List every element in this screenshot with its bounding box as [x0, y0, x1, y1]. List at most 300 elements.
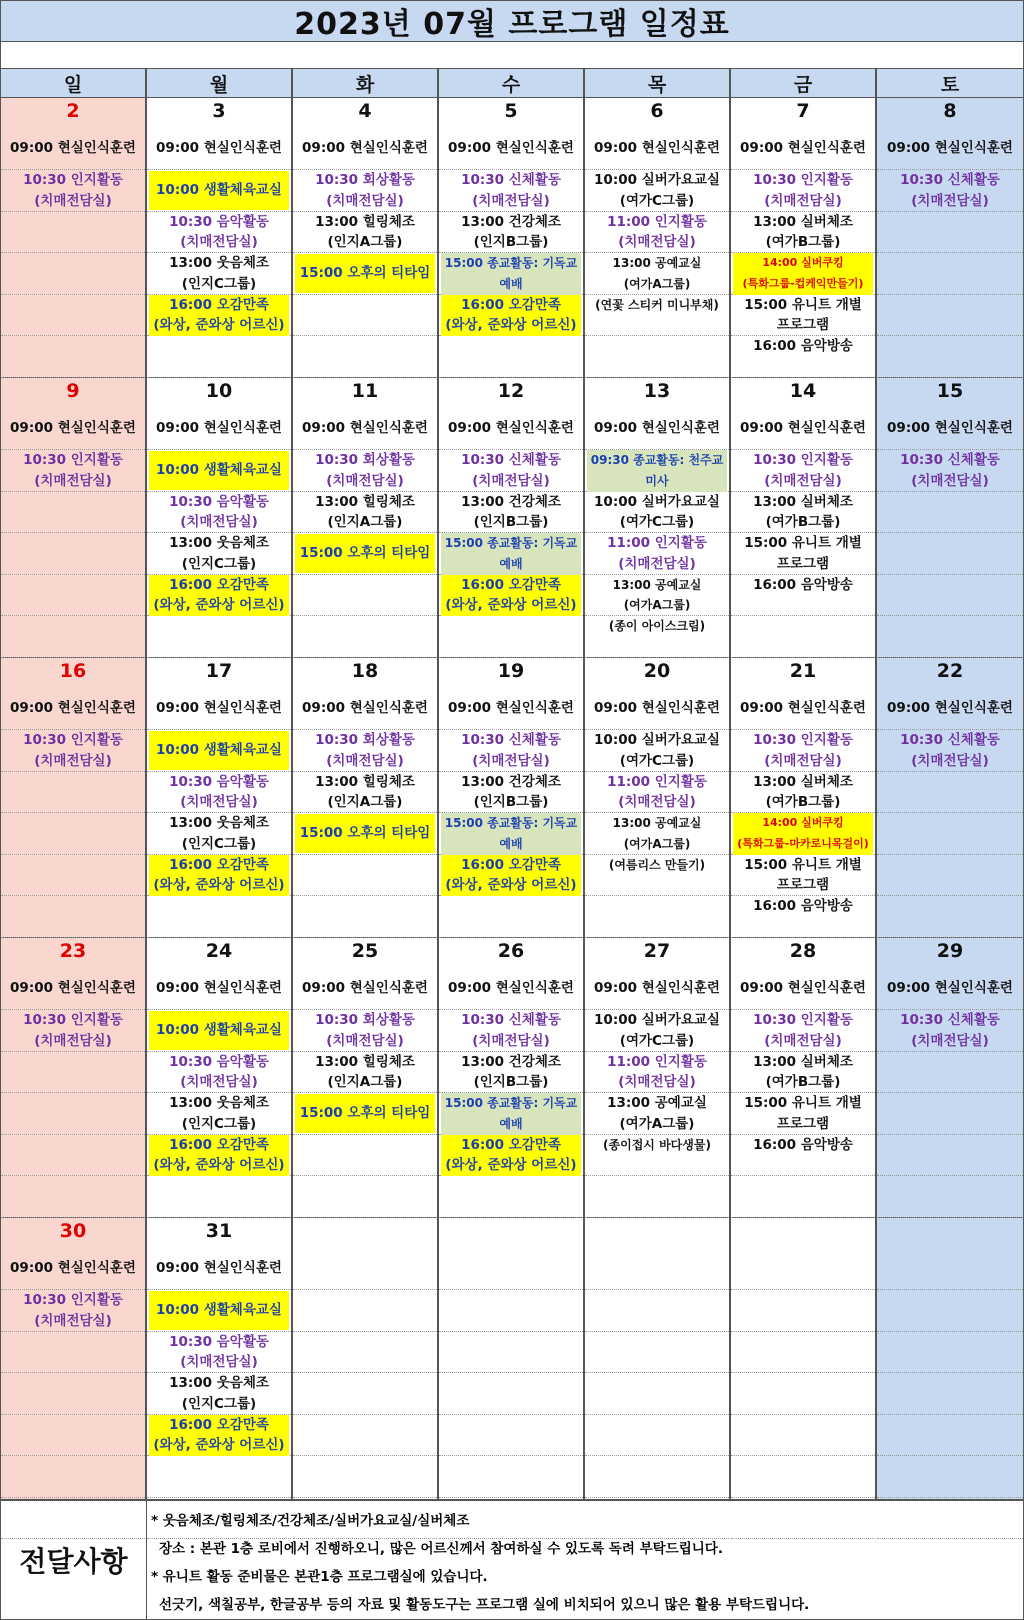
program-entry: 10:30 음악활동 — [169, 1333, 269, 1350]
day-number: 8 — [943, 100, 957, 122]
row-divider — [1, 1455, 145, 1456]
program-entry: 10:30 회상활동 — [315, 1012, 415, 1028]
notes-panel — [0, 1500, 1024, 1620]
program-entry: 16:00 오감만족 — [441, 295, 581, 316]
row-divider — [439, 1414, 583, 1415]
program-entry: (치매전담실) — [764, 752, 842, 769]
day-cell — [292, 98, 438, 378]
program-entry: 09:00 현실인식훈련 — [448, 700, 574, 716]
program-entry: (와상, 준와상 어르신) — [149, 875, 289, 896]
program-entry: (종이접시 바다생물) — [603, 1137, 711, 1152]
program-entry: (치매전담실) — [911, 752, 989, 769]
program-entry: 09:00 현실인식훈련 — [740, 140, 866, 156]
program-entry: 09:00 현실인식훈련 — [156, 420, 282, 436]
program-entry: 13:00 공예교실 — [612, 816, 702, 830]
program-entry: (인지C그룹) — [181, 555, 257, 572]
day-cell — [146, 658, 292, 938]
weekday-header: 월 — [146, 68, 292, 98]
program-entry: (치매전담실) — [764, 1032, 842, 1049]
row-divider — [585, 1455, 729, 1456]
program-entry: (특화그룹-마카로니목걸이) — [733, 834, 873, 855]
row-divider — [439, 1497, 583, 1498]
program-entry: 15:00 오후의 티타임 — [295, 254, 435, 294]
spacer-row — [0, 42, 1024, 68]
program-entry: 10:00 생활체육교실 — [149, 171, 289, 211]
row-divider — [877, 1414, 1023, 1415]
day-cell — [876, 938, 1024, 1218]
program-entry: 13:00 웃음체조 — [169, 1375, 269, 1391]
day-cell — [876, 378, 1024, 658]
row-divider — [293, 294, 437, 295]
day-number: 23 — [59, 940, 87, 962]
day-cell — [438, 98, 584, 378]
program-entry: (치매전담실) — [911, 192, 989, 209]
program-entry: (여가C그룹) — [619, 752, 695, 769]
row-divider — [1, 895, 145, 896]
day-number: 21 — [789, 660, 817, 682]
day-number: 9 — [66, 380, 80, 402]
program-entry: 미사 — [587, 471, 727, 492]
row-divider — [877, 1372, 1023, 1373]
row-divider — [293, 615, 437, 616]
day-cell — [146, 938, 292, 1218]
weekday-header: 화 — [292, 68, 438, 98]
day-cell — [146, 1218, 292, 1500]
program-entry: (와상, 준와상 어르신) — [441, 595, 581, 616]
program-entry: 10:30 신체활동 — [461, 732, 561, 748]
program-entry: 10:00 생활체육교실 — [149, 1011, 289, 1051]
program-entry: (인지B그룹) — [473, 794, 549, 811]
row-divider — [1, 615, 145, 616]
program-entry: 09:00 현실인식훈련 — [594, 980, 720, 996]
row-divider — [585, 1331, 729, 1332]
program-entry: 15:00 유니트 개별 — [744, 535, 862, 551]
program-entry: (인지C그룹) — [181, 275, 257, 292]
row-divider — [877, 854, 1023, 855]
day-cell — [730, 658, 876, 938]
program-entry: (치매전담실) — [618, 1074, 696, 1091]
program-entry: (인지A그룹) — [327, 1074, 403, 1091]
program-entry: 10:00 실버가요교실 — [594, 172, 720, 188]
day-number: 17 — [205, 660, 233, 682]
program-entry: 15:00 오후의 티타임 — [295, 534, 435, 574]
day-cell — [876, 1218, 1024, 1500]
program-entry: 13:00 힐링체조 — [315, 493, 415, 510]
day-cell — [0, 98, 146, 378]
program-entry: 예배 — [441, 554, 581, 575]
program-entry: (인지B그룹) — [473, 234, 549, 251]
row-divider — [439, 1289, 583, 1290]
row-divider — [1, 1175, 145, 1176]
note-line: 장소 : 본관 1층 로비에서 진행하오니, 많은 어르신께서 참여하실 수 있도록 독려 부탁드립니다. — [159, 1541, 723, 1557]
row-divider — [1, 1092, 145, 1093]
program-entry: 09:00 현실인식훈련 — [10, 420, 136, 436]
program-entry: (치매전담실) — [34, 1312, 112, 1329]
day-number: 19 — [497, 660, 525, 682]
day-cell — [730, 98, 876, 378]
row-divider — [293, 335, 437, 336]
row-divider — [877, 1331, 1023, 1332]
program-entry: (치매전담실) — [326, 192, 404, 209]
program-entry: (치매전담실) — [180, 1354, 258, 1371]
program-entry: (치매전담실) — [472, 472, 550, 489]
program-entry: (여가B그룹) — [765, 234, 841, 251]
row-divider — [585, 1497, 729, 1498]
row-divider — [1, 252, 145, 253]
program-entry: 09:00 현실인식훈련 — [887, 980, 1013, 996]
program-entry: 16:00 오감만족 — [149, 295, 289, 316]
program-entry: (연꽃 스티커 미니부채) — [595, 297, 719, 312]
row-divider — [1, 335, 145, 336]
row-divider — [293, 1372, 437, 1373]
day-number: 26 — [497, 940, 525, 962]
row-divider — [877, 895, 1023, 896]
program-entry: (와상, 준와상 어르신) — [149, 315, 289, 336]
program-entry: (여가A그룹) — [623, 598, 691, 613]
row-divider — [877, 532, 1023, 533]
program-entry: 10:30 인지활동 — [23, 732, 123, 748]
program-entry: 13:00 건강체조 — [461, 213, 561, 230]
note-line: * 유니트 활동 준비물은 본관1층 프로그램실에 있습니다. — [151, 1569, 488, 1585]
program-entry: (여가C그룹) — [619, 1032, 695, 1049]
program-entry: 16:00 오감만족 — [149, 575, 289, 596]
row-divider — [877, 1497, 1023, 1498]
day-cell — [292, 658, 438, 938]
row-divider — [293, 1331, 437, 1332]
day-cell — [584, 658, 730, 938]
program-entry: (치매전담실) — [180, 234, 258, 251]
program-entry: (인지A그룹) — [327, 794, 403, 811]
row-divider — [1, 1414, 145, 1415]
program-entry: (여가A그룹) — [623, 276, 691, 291]
program-entry: 10:30 음악활동 — [169, 493, 269, 510]
program-entry: (치매전담실) — [326, 1032, 404, 1049]
program-entry: 09:00 현실인식훈련 — [156, 1260, 282, 1276]
weekday-header: 목 — [584, 68, 730, 98]
program-entry: 13:00 건강체조 — [461, 773, 561, 790]
notes-title: 전달사항 — [1, 1501, 147, 1619]
row-divider — [1, 1372, 145, 1373]
program-entry: 16:00 음악방송 — [753, 576, 853, 593]
program-entry: 13:00 웃음체조 — [169, 255, 269, 271]
program-entry: 16:00 오감만족 — [149, 1415, 289, 1436]
day-cell — [876, 98, 1024, 378]
program-entry: 09:30 종교활동: 천주교 — [587, 450, 727, 471]
row-divider — [585, 895, 729, 896]
day-number: 31 — [205, 1220, 233, 1242]
weekday-header: 일 — [0, 68, 146, 98]
program-entry: 09:00 현실인식훈련 — [594, 700, 720, 716]
program-entry: 예배 — [441, 834, 581, 855]
row-divider — [877, 1134, 1023, 1135]
program-entry: 09:00 현실인식훈련 — [594, 140, 720, 156]
row-divider — [293, 1134, 437, 1135]
program-entry: 13:00 실버체조 — [753, 773, 853, 790]
row-divider — [293, 854, 437, 855]
row-divider — [877, 335, 1023, 336]
program-entry: 14:00 실버쿠킹 — [733, 813, 873, 834]
day-cell — [0, 938, 146, 1218]
day-number: 12 — [497, 380, 525, 402]
program-entry: 11:00 인지활동 — [607, 535, 707, 551]
day-number: 27 — [643, 940, 671, 962]
row-divider — [293, 1289, 437, 1290]
day-cell — [0, 658, 146, 938]
day-number: 6 — [650, 100, 664, 122]
row-divider — [1, 812, 145, 813]
program-entry: 16:00 음악방송 — [753, 1136, 853, 1153]
program-entry: 10:30 신체활동 — [900, 1012, 1000, 1028]
program-entry: 09:00 현실인식훈련 — [448, 980, 574, 996]
program-entry: 15:00 종교활동: 기독교 — [441, 1093, 581, 1114]
day-cell — [584, 1218, 730, 1500]
program-entry: 13:00 실버체조 — [753, 213, 853, 230]
day-number: 3 — [212, 100, 226, 122]
program-entry: 09:00 현실인식훈련 — [10, 980, 136, 996]
weekday-header: 금 — [730, 68, 876, 98]
row-divider — [731, 1372, 875, 1373]
program-entry: 10:30 회상활동 — [315, 452, 415, 468]
day-number: 14 — [789, 380, 817, 402]
day-number: 29 — [936, 940, 964, 962]
program-entry: (치매전담실) — [618, 234, 696, 251]
program-entry: 10:30 신체활동 — [461, 1012, 561, 1028]
day-number: 25 — [351, 940, 379, 962]
program-entry: 10:30 인지활동 — [23, 1292, 123, 1308]
row-divider — [293, 1455, 437, 1456]
program-entry: 16:00 오감만족 — [149, 1135, 289, 1156]
day-cell — [292, 938, 438, 1218]
row-divider — [293, 895, 437, 896]
program-entry: 10:30 음악활동 — [169, 213, 269, 230]
program-entry: 13:00 공예교실 — [612, 256, 702, 270]
day-cell — [146, 378, 292, 658]
program-entry: (여가B그룹) — [765, 794, 841, 811]
day-number: 20 — [643, 660, 671, 682]
day-cell — [292, 378, 438, 658]
program-entry: (치매전담실) — [34, 752, 112, 769]
day-number: 24 — [205, 940, 233, 962]
weekday-header: 토 — [876, 68, 1024, 98]
program-entry: 13:00 건강체조 — [461, 1053, 561, 1070]
program-entry: (인지C그룹) — [181, 835, 257, 852]
row-divider — [731, 1331, 875, 1332]
program-entry: 09:00 현실인식훈련 — [740, 700, 866, 716]
day-cell — [0, 378, 146, 658]
program-entry: 10:30 회상활동 — [315, 172, 415, 188]
program-entry: (치매전담실) — [911, 1032, 989, 1049]
day-cell — [438, 938, 584, 1218]
program-entry: (여가A그룹) — [619, 1115, 695, 1132]
program-entry: 프로그램 — [776, 555, 830, 572]
program-entry: 09:00 현실인식훈련 — [887, 700, 1013, 716]
program-entry: 09:00 현실인식훈련 — [10, 140, 136, 156]
row-divider — [293, 1175, 437, 1176]
program-entry: 13:00 힐링체조 — [315, 773, 415, 790]
row-divider — [877, 252, 1023, 253]
row-divider — [585, 1175, 729, 1176]
program-entry: 10:30 인지활동 — [23, 452, 123, 468]
program-entry: (여름리스 만들기) — [608, 857, 706, 872]
row-divider — [1, 854, 145, 855]
program-entry: 13:00 공예교실 — [612, 577, 702, 592]
program-entry: 09:00 현실인식훈련 — [302, 140, 428, 156]
row-divider — [1, 1134, 145, 1135]
note-line: 선긋기, 색칠공부, 한글공부 등의 자료 및 활동도구는 프로그램 실에 비치되어 있으니 많은 활용 부탁드립니다. — [159, 1597, 810, 1613]
day-cell — [730, 378, 876, 658]
row-divider — [877, 812, 1023, 813]
program-entry: 10:30 인지활동 — [753, 732, 853, 748]
row-divider — [585, 335, 729, 336]
program-entry: 16:00 음악방송 — [753, 898, 853, 914]
program-entry: 10:30 인지활동 — [753, 172, 853, 188]
program-entry: (인지B그룹) — [473, 1074, 549, 1091]
day-cell — [438, 378, 584, 658]
program-entry: (여가C그룹) — [619, 514, 695, 531]
day-cell — [730, 938, 876, 1218]
program-entry: 15:00 오후의 티타임 — [295, 814, 435, 854]
program-entry: 15:00 유니트 개별 — [744, 856, 862, 873]
program-entry: 10:30 인지활동 — [753, 452, 853, 468]
row-divider — [1, 532, 145, 533]
program-entry: 10:00 실버가요교실 — [594, 493, 720, 510]
program-entry: (치매전담실) — [180, 794, 258, 811]
program-entry: 15:00 종교활동: 기독교 — [441, 813, 581, 834]
program-entry: (인지C그룹) — [181, 1395, 257, 1412]
program-entry: 13:00 실버체조 — [753, 1053, 853, 1070]
day-cell — [146, 98, 292, 378]
program-entry: 14:00 실버쿠킹 — [733, 253, 873, 274]
row-divider — [877, 1455, 1023, 1456]
row-divider — [439, 1455, 583, 1456]
program-entry: 16:00 음악방송 — [753, 338, 853, 354]
program-entry: (인지B그룹) — [473, 514, 549, 531]
program-entry: 10:00 실버가요교실 — [594, 732, 720, 748]
day-cell — [584, 98, 730, 378]
program-entry: 13:00 힐링체조 — [315, 213, 415, 230]
day-number: 30 — [59, 1220, 87, 1242]
program-entry: (치매전담실) — [34, 192, 112, 209]
day-number: 16 — [59, 660, 87, 682]
program-entry: 13:00 힐링체조 — [315, 1053, 415, 1070]
program-entry: (치매전담실) — [764, 192, 842, 209]
program-entry: 09:00 현실인식훈련 — [302, 700, 428, 716]
day-number: 13 — [643, 380, 671, 402]
program-entry: (특화그룹-컵케익만들기) — [733, 274, 873, 295]
program-entry: 09:00 현실인식훈련 — [156, 980, 282, 996]
day-cell — [0, 1218, 146, 1500]
program-entry: 15:00 오후의 티타임 — [295, 1094, 435, 1134]
row-divider — [877, 574, 1023, 575]
day-number: 15 — [936, 380, 964, 402]
program-entry: (치매전담실) — [180, 514, 258, 531]
day-cell — [584, 938, 730, 1218]
program-entry: (와상, 준와상 어르신) — [149, 1155, 289, 1176]
row-divider — [439, 1372, 583, 1373]
program-entry: (인지A그룹) — [327, 514, 403, 531]
program-entry: 09:00 현실인식훈련 — [10, 1260, 136, 1276]
program-entry: 10:30 신체활동 — [900, 452, 1000, 468]
program-entry: 10:00 생활체육교실 — [149, 731, 289, 771]
program-entry: 10:30 신체활동 — [461, 172, 561, 188]
note-line: * 웃음체조/힐링체조/건강체조/실버가요교실/실버체조 — [151, 1513, 470, 1529]
program-entry: 15:00 유니트 개별 — [744, 1095, 862, 1111]
weekday-header: 수 — [438, 68, 584, 98]
program-entry: (여가B그룹) — [765, 1074, 841, 1091]
day-cell — [584, 378, 730, 658]
day-number: 28 — [789, 940, 817, 962]
day-number: 18 — [351, 660, 379, 682]
program-entry: (치매전담실) — [472, 1032, 550, 1049]
program-entry: (와상, 준와상 어르신) — [441, 315, 581, 336]
program-entry: 10:30 인지활동 — [23, 1012, 123, 1028]
row-divider — [731, 1175, 875, 1176]
row-divider — [1, 574, 145, 575]
program-entry: 09:00 현실인식훈련 — [448, 420, 574, 436]
row-divider — [293, 1497, 437, 1498]
day-cell — [438, 1218, 584, 1500]
program-entry: 13:00 웃음체조 — [169, 815, 269, 831]
program-entry: 10:30 인지활동 — [23, 172, 123, 188]
row-divider — [731, 1455, 875, 1456]
program-entry: 13:00 실버체조 — [753, 493, 853, 510]
row-divider — [293, 1414, 437, 1415]
program-entry: 프로그램 — [776, 1115, 830, 1132]
program-entry: 10:30 회상활동 — [315, 732, 415, 748]
day-cell — [730, 1218, 876, 1500]
row-divider — [731, 1289, 875, 1290]
program-entry: 16:00 오감만족 — [441, 1135, 581, 1156]
program-entry: (와상, 준와상 어르신) — [149, 1435, 289, 1456]
program-entry: (치매전담실) — [472, 752, 550, 769]
program-entry: 10:30 음악활동 — [169, 1053, 269, 1070]
program-entry: 09:00 현실인식훈련 — [887, 140, 1013, 156]
program-entry: 10:30 신체활동 — [900, 172, 1000, 188]
row-divider — [585, 1372, 729, 1373]
program-entry: (인지C그룹) — [181, 1115, 257, 1132]
row-divider — [877, 615, 1023, 616]
day-cell — [292, 1218, 438, 1500]
program-entry: 09:00 현실인식훈련 — [302, 420, 428, 436]
program-entry: (인지A그룹) — [327, 234, 403, 251]
program-entry: 13:00 웃음체조 — [169, 535, 269, 551]
program-entry: 10:00 생활체육교실 — [149, 451, 289, 491]
program-entry: 16:00 오감만족 — [441, 575, 581, 596]
day-number: 4 — [358, 100, 372, 122]
row-divider — [147, 1497, 291, 1498]
program-entry: 11:00 인지활동 — [607, 213, 707, 230]
program-entry: 09:00 현실인식훈련 — [740, 420, 866, 436]
program-entry: 10:00 생활체육교실 — [149, 1291, 289, 1331]
program-entry: (와상, 준와상 어르신) — [149, 595, 289, 616]
program-entry: (치매전담실) — [34, 1032, 112, 1049]
row-divider — [585, 1414, 729, 1415]
program-entry: 09:00 현실인식훈련 — [302, 980, 428, 996]
program-entry: (치매전담실) — [618, 794, 696, 811]
day-number: 10 — [205, 380, 233, 402]
program-entry: 09:00 현실인식훈련 — [594, 420, 720, 436]
program-entry: (여가C그룹) — [619, 192, 695, 209]
day-cell — [438, 658, 584, 938]
program-entry: (치매전담실) — [472, 192, 550, 209]
program-entry: (와상, 준와상 어르신) — [441, 875, 581, 896]
program-entry: 09:00 현실인식훈련 — [448, 140, 574, 156]
day-number: 11 — [351, 380, 379, 402]
program-entry: (치매전담실) — [764, 472, 842, 489]
row-divider — [1, 294, 145, 295]
row-divider — [731, 615, 875, 616]
program-entry: 15:00 종교활동: 기독교 — [441, 253, 581, 274]
